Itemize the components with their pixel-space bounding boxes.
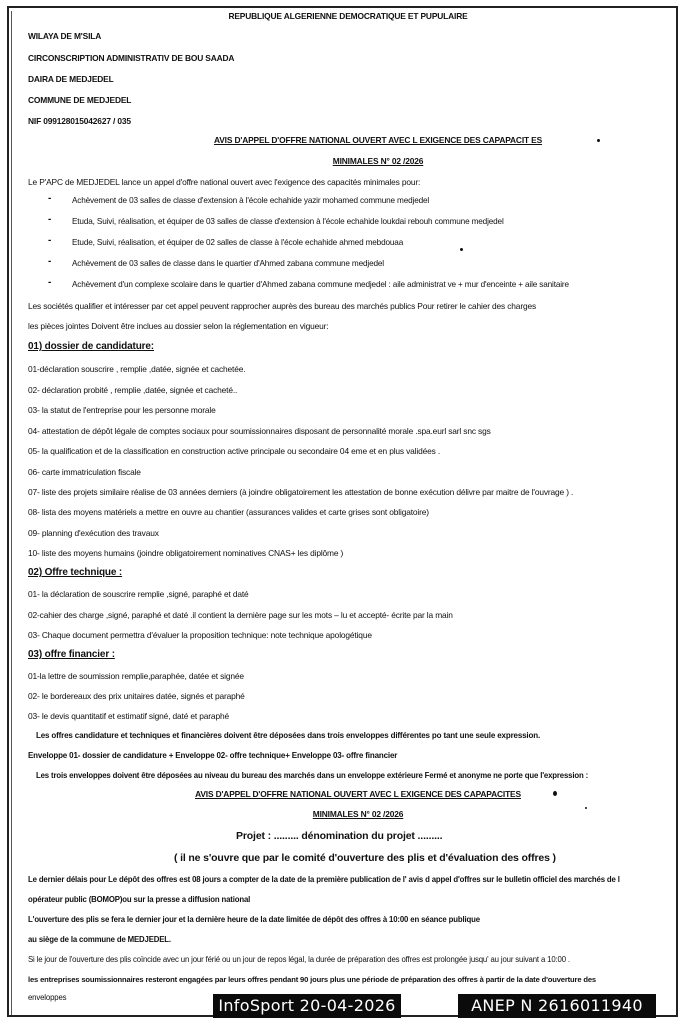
scan-speck [553, 791, 557, 796]
offres-line: Enveloppe 01- dossier de candidature + Enveloppe 02- offre technique+ Enveloppe 03- offre financier [28, 751, 398, 760]
notice-title-repeat: AVIS D'APPEL D'OFFRE NATIONAL OUVERT AVEC L EXIGENCE DES CAPAPACITES [195, 789, 521, 799]
bullet-dash: - [48, 193, 52, 204]
closing-line: Si le jour de l'ouverture des plis coïncide avec un jour férié ou un jour de repos légal, la durée de préparation des offres est prolongée jusqu' au jour suivant a 10:00 . [28, 955, 570, 964]
project-item: Achèvement de 03 salles de classe dans le quartier d'Ahmed zabana commune medjedel [72, 259, 384, 268]
candidature-line: 05- la qualification et de la classification en construction active principale ou secondaire 04 eme et en plus validées . [28, 446, 441, 456]
closing-line: L'ouverture des plis se fera le dernier jour et la dernière heure de la date limitée de dépôt des offres à 10:00 en séance publique [28, 915, 480, 924]
scan-speck [460, 248, 463, 251]
publication-stamp: InfoSport 20-04-2026 [213, 994, 401, 1018]
closing-line: enveloppes [28, 993, 67, 1002]
intro-text: Le P'APC de MEDJEDEL lance un appel d'offre national ouvert avec l'exigence des capacités minimales pour: [28, 177, 421, 187]
closing-line: les entreprises soumissionnaires resteront engagées par leurs offres pendant 90 jours plus une période de préparation des offres à partir de la date d'ouverture des [28, 975, 597, 984]
societes-line: les pièces jointes Doivent être inclues au dossier selon la réglementation en vigueur: [28, 321, 329, 331]
project-item: Etuda, Suivi, réalisation, et équiper de 03 salles de classe d'extension à l'école echahide loukdai rebouh commune medjedel [72, 217, 504, 226]
project-item: Achèvement de 03 salles de classe d'extension à l'école echahide yazir mohamed commune medjedel [72, 196, 430, 205]
financier-line: 03- le devis quantitatif et estimatif signé, daté et paraphé [28, 711, 229, 721]
candidature-line: 10- liste des moyens humains (joindre obligatoirement nominatives CNAS+ les diplôme ) [28, 548, 344, 558]
candidature-line: 07- liste des projets similaire réalise de 03 années derniers (à joindre obligatoirement les attestation de bonne exécution délivre par maitre de l'ouvrage ) . [28, 487, 574, 497]
section-technique-title: 02) Offre technique : [28, 567, 123, 578]
daira: DAIRA DE MEDJEDEL [28, 74, 114, 84]
bullet-dash: - [48, 256, 52, 267]
candidature-line: 01-déclaration souscrire , remplie ,datée, signée et cachetée. [28, 364, 246, 374]
notice-title: AVIS D'APPEL D'OFFRE NATIONAL OUVERT AVEC L EXIGENCE DES CAPAPACIT ES [213, 135, 543, 145]
candidature-line: 06- carte immatriculation fiscale [28, 467, 141, 477]
commune: COMMUNE DE MEDJEDEL [28, 95, 132, 105]
notice-number: MINIMALES N° 02 /2026 [332, 156, 424, 166]
closing-line: opérateur public (BOMOP)ou sur la presse a diffusion national [28, 895, 251, 904]
candidature-line: 03- la statut de l'entreprise pour les personne morale [28, 405, 216, 415]
ouverture-note: ( il ne s'ouvre que par le comité d'ouverture des plis et d'évaluation des offres ) [174, 852, 556, 864]
section-financier-title: 03) offre financier : [28, 649, 115, 660]
financier-line: 01-la lettre de soumission remplie,paraphée, datée et signée [28, 671, 244, 681]
closing-line: Le dernier délais pour Le dépôt des offres est 08 jours a compter de la date de la première publication de l' avis d appel d'offres sur le bulletin officiel des marchés de l [28, 875, 620, 884]
section-candidature-title: 01) dossier de candidature: [28, 341, 154, 352]
offres-line: Les trois enveloppes doivent être déposées au niveau du bureau des marchés dans un enveloppe extérieure Fermé et anonyme ne porte que l'expression : [36, 771, 589, 780]
bullet-dash: - [48, 277, 52, 288]
technique-line: 01- la déclaration de souscrire remplie ,signé, paraphé et daté [28, 589, 249, 599]
offres-line: Les offres candidature et techniques et financières doivent être déposées dans trois enveloppes différentes po tant une seule expression. [36, 731, 541, 740]
projet-line: Projet : ......... dénomination du projet ......... [236, 830, 443, 842]
bullet-dash: - [48, 235, 52, 246]
project-item: Achèvement d'un complexe scolaire dans le quartier d'Ahmed zabana commune medjedel : aile administrat ve + mur d'enceinte + aile sanitaire [72, 280, 569, 289]
wilaya: WILAYA DE M'SILA [28, 31, 102, 41]
candidature-line: 02- déclaration probité , remplie ,datée, signée et cacheté.. [28, 385, 238, 395]
financier-line: 02- le bordereaux des prix unitaires datée, signés et paraphé [28, 691, 245, 701]
project-item: Etude, Suivi, réalisation, et équiper de 02 salles de classe à l'école echahide ahmed mebdouaa [72, 238, 404, 247]
closing-line: au siège de la commune de MEDJEDEL. [28, 935, 171, 944]
notice-number-repeat: MINIMALES N° 02 /2026 [312, 809, 404, 819]
circonscription: CIRCONSCRIPTION ADMINISTRATIV DE BOU SAADA [28, 53, 235, 63]
scan-speck [597, 139, 600, 142]
candidature-line: 08- lista des moyens matériels a mettre en ouvre au chantier (assurances valides et carte grises sont obligatoire) [28, 507, 429, 517]
technique-line: 02-cahier des charge ,signé, paraphé et daté .il contient la dernière page sur les mots – lu et accepté- écrite par la main [28, 610, 453, 620]
societes-line: Les sociétés qualifier et intéresser par cet appel peuvent rapprocher auprès des bureau des marchés publics Pour retirer le cahier des charges [28, 301, 537, 311]
nif: NIF 099128015042627 / 035 [28, 116, 131, 126]
candidature-line: 09- planning d'exécution des travaux [28, 528, 159, 538]
candidature-line: 04- attestation de dépôt légale de comptes sociaux pour soumissionnaires disposant de personnalité morale .spa.eurl sarl snc sgs [28, 426, 491, 436]
technique-line: 03- Chaque document permettra d'évaluer la proposition technique: note technique apologétique [28, 630, 372, 640]
republic-heading: REPUBLIQUE ALGERIENNE DEMOCRATIQUE ET PUPULAIRE [228, 11, 468, 21]
scan-speck [585, 807, 587, 809]
bullet-dash: - [48, 214, 52, 225]
anep-number-stamp: ANEP N 2616011940 [458, 994, 656, 1018]
